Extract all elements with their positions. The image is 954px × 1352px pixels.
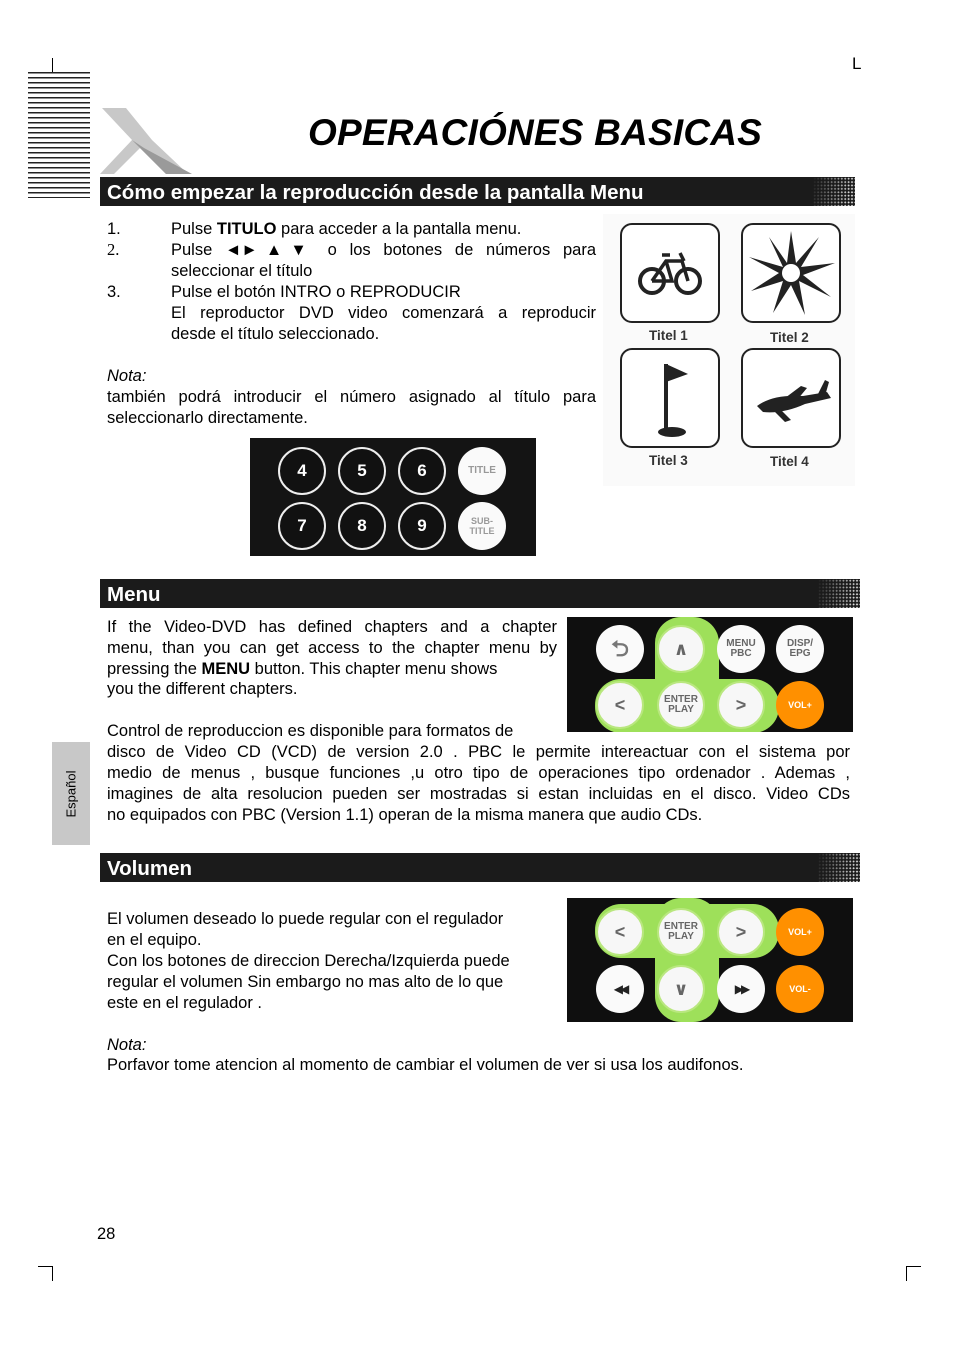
language-tab [52,742,90,845]
crop-mark-top-left [38,58,53,73]
pbc-paragraph-line: medio de menus , busque funciones ,u otro tipo de operaciones tipo ordenador . Ademas , [107,764,850,782]
title-3-label: Titel 3 [649,453,688,468]
key-9: 9 [398,502,446,550]
bicycle-icon [622,225,718,321]
step-number: 2. [107,240,120,259]
vol-plus-button: VOL+ [776,908,824,956]
section-heading-volume [100,853,860,882]
step-text-cont: El reproductor DVD video comenzará a reproducir [171,304,596,322]
crop-mark-bottom-left [38,1266,53,1281]
right-button: > [717,908,765,956]
page-number: 28 [97,1225,116,1243]
left-button: < [596,681,644,729]
section-heading-text: Menu [107,583,161,606]
vol-minus-button: VOL- [776,965,824,1013]
pbc-paragraph-line: imagines de alta resolucion pueden ser mostradas si estan incluidas en el disco. Video CDs [107,785,850,803]
fast-forward-button: ▶▶ [717,965,765,1013]
menu-paragraph-line: you the different chapters. [107,680,298,698]
disp-epg-button: DISP/ EPG [776,625,824,673]
pbc-paragraph-line: no equipados con PBC (Version 1.1) operan de la misma manera que audio CDs. [107,806,703,824]
step-number: 3. [107,283,121,301]
title-2-thumbnail [741,223,841,323]
step-number: 1. [107,220,121,238]
enter-play-button: ENTER PLAY [657,681,705,729]
title-3-thumbnail [620,348,720,448]
volume-note-label: Nota: [107,1036,147,1054]
remote-volume-image [567,898,853,1022]
page-title: OPERACIÓNES BASICAS [308,112,763,153]
title-2-label: Titel 2 [770,330,809,345]
title-4-thumbnail [741,348,841,448]
pbc-paragraph-line: disco de Video CD (VCD) de version 2.0 . PBC le permite intereactuar con el sistema por [107,743,850,761]
step-text: Pulse TITULO para acceder a la pantalla menu. [171,220,522,238]
down-button: ∨ [657,965,705,1013]
number-keypad-image [250,438,536,556]
side-stripes [28,72,90,198]
menu-paragraph-line: menu, than you can get access to the chapter menu by [107,639,557,657]
key-6: 6 [398,447,446,495]
menu-paragraph-line: If the Video-DVD has defined chapters and a chapter [107,618,557,636]
left-button: < [596,908,644,956]
note-label: Nota: [107,367,147,385]
key-title: TITLE [458,447,506,495]
volume-note-text: Porfavor tome atencion al momento de cambiar el volumen de ver si usa los audifonos. [107,1056,744,1074]
section-heading-menu [100,579,860,608]
step-text-cont: desde el título seleccionado. [171,325,380,343]
airplane-icon [743,350,839,446]
title-1-thumbnail [620,223,720,323]
step-text-cont: seleccionar el título [171,262,313,280]
note-text: también podrá introducir el número asignado al título para [107,388,596,406]
section-heading-start-playback [100,177,855,206]
menu-paragraph-line: pressing the MENU button. This chapter menu shows [107,660,498,678]
menu-pbc-button: MENU PBC [717,625,765,673]
volume-paragraph-line: este en el regulador . [107,994,263,1012]
title-4-label: Titel 4 [770,454,809,469]
up-button: ∧ [657,625,705,673]
title-menu-illustration [603,214,855,486]
key-subtitle: SUB-TITLE [458,502,506,550]
crop-mark-bottom-right [906,1266,921,1281]
volume-paragraph-line: regular el volumen Sin embargo no mas alto de lo que [107,973,504,991]
step-text: Pulse el botón INTRO o REPRODUCIR [171,283,461,301]
right-button: > [717,681,765,729]
note-text-cont: seleccionarlo directamente. [107,409,308,427]
volume-paragraph-line: en el equipo. [107,931,202,949]
brand-logo [96,104,196,176]
step-text: Pulse ◄►▲▼ o los botones de números para [171,241,596,259]
key-5: 5 [338,447,386,495]
key-7: 7 [278,502,326,550]
language-tab-label: Español [63,770,79,817]
section-heading-text: Cómo empezar la reproducción desde la pantalla Menu [107,181,644,204]
enter-play-button: ENTER PLAY [657,908,705,956]
remote-menu-image [567,617,853,732]
pbc-paragraph-line: Control de reproduccion es disponible para formatos de [107,722,514,740]
volume-paragraph-line: Con los botones de direccion Derecha/Izquierda puede [107,952,510,970]
title-1-label: Titel 1 [649,328,688,343]
section-heading-text: Volumen [107,857,193,880]
golf-flag-icon [622,350,718,446]
vol-plus-button: VOL+ [776,681,824,729]
key-8: 8 [338,502,386,550]
rewind-button: ◀◀ [596,965,644,1013]
corner-letter: L [852,54,862,73]
key-4: 4 [278,447,326,495]
volume-paragraph-line: El volumen deseado lo puede regular con el regulador [107,910,504,928]
return-button: ⮌ [596,625,644,673]
star-burst-icon [743,225,839,321]
